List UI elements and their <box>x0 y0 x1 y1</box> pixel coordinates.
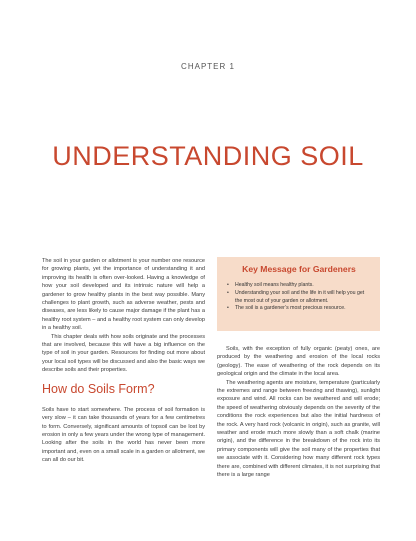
intro-paragraph-2: This chapter deals with how soils originate and the processes that are involved, because this will have a big influence on the type of soil in your garden. Resources for finding out more about your local soil types will be discussed and also the basic ways we describe soils and their properties. <box>42 333 205 374</box>
section-heading: How do Soils Form? <box>42 381 155 396</box>
key-message-list <box>226 282 372 313</box>
key-message-item: • Healthy soil means healthy plants. <box>235 282 372 290</box>
left-column <box>42 257 205 465</box>
chapter-number: CHAPTER 1 <box>181 62 235 71</box>
chapter-title: UNDERSTANDING SOIL <box>52 141 364 171</box>
right-paragraph-1: Soils, with the exception of fully organic (peaty) ones, are produced by the weathering and erosion of the local rocks (geology). The ease of weathering of the rock depends on its geological origin and the climate in the local area. <box>217 346 380 378</box>
key-message-box <box>217 257 380 331</box>
key-message-item: • The soil is a gardener’s most precious resource. <box>235 305 372 313</box>
intro-paragraph-1: The soil in your garden or allotment is your number one resource for growing plants, yet the importance of understanding it and improving its health is often over-looked. Having a knowledge of how your soil developed and its intrinsic nature will help a gardener to grow healthy plants in the best way possible. Many challenges to plant growth, such as adverse weather, pests and diseases, are less likely to cause major damage if the plant has a healthy root system – and a healthy root system can only develop in a healthy soil. <box>42 258 205 332</box>
key-message-item: • Understanding your soil and the life in it will help you get the most out of your garden or allotment. <box>235 290 372 306</box>
section-paragraph-1: Soils have to start somewhere. The process of soil formation is very slow – it can take thousands of years for a few centimetres to form. Conversely, significant amounts of topsoil can be lost by erosion in only a few years under the wrong type of management. Looking after the soils in the world has never been more important and, even on a small scale in a garden or allotment, we can all do our bit. <box>42 406 205 464</box>
key-message-title: Key Message for Gardeners <box>242 264 356 274</box>
right-paragraph-2: The weathering agents are moisture, temperature (particularly the extremes and range between freezing and thawing), sunlight exposure and wind. All rocks can be weathered and will erode; the speed of weathering obviously depends on the severity of the conditions the rock experiences but also the initial hardness of the rock. A very hard rock (volcanic in origin), such as granite, will weather and erode much more slowly than a soft chalk (marine origin), and the difference in the breakdown of the rock into its primary components will give the soil many of the properties that we associate with it. Considering how many different rock types there are, combined with different climates, it is not surprising that there is a large range <box>217 379 380 479</box>
right-column <box>217 345 380 480</box>
